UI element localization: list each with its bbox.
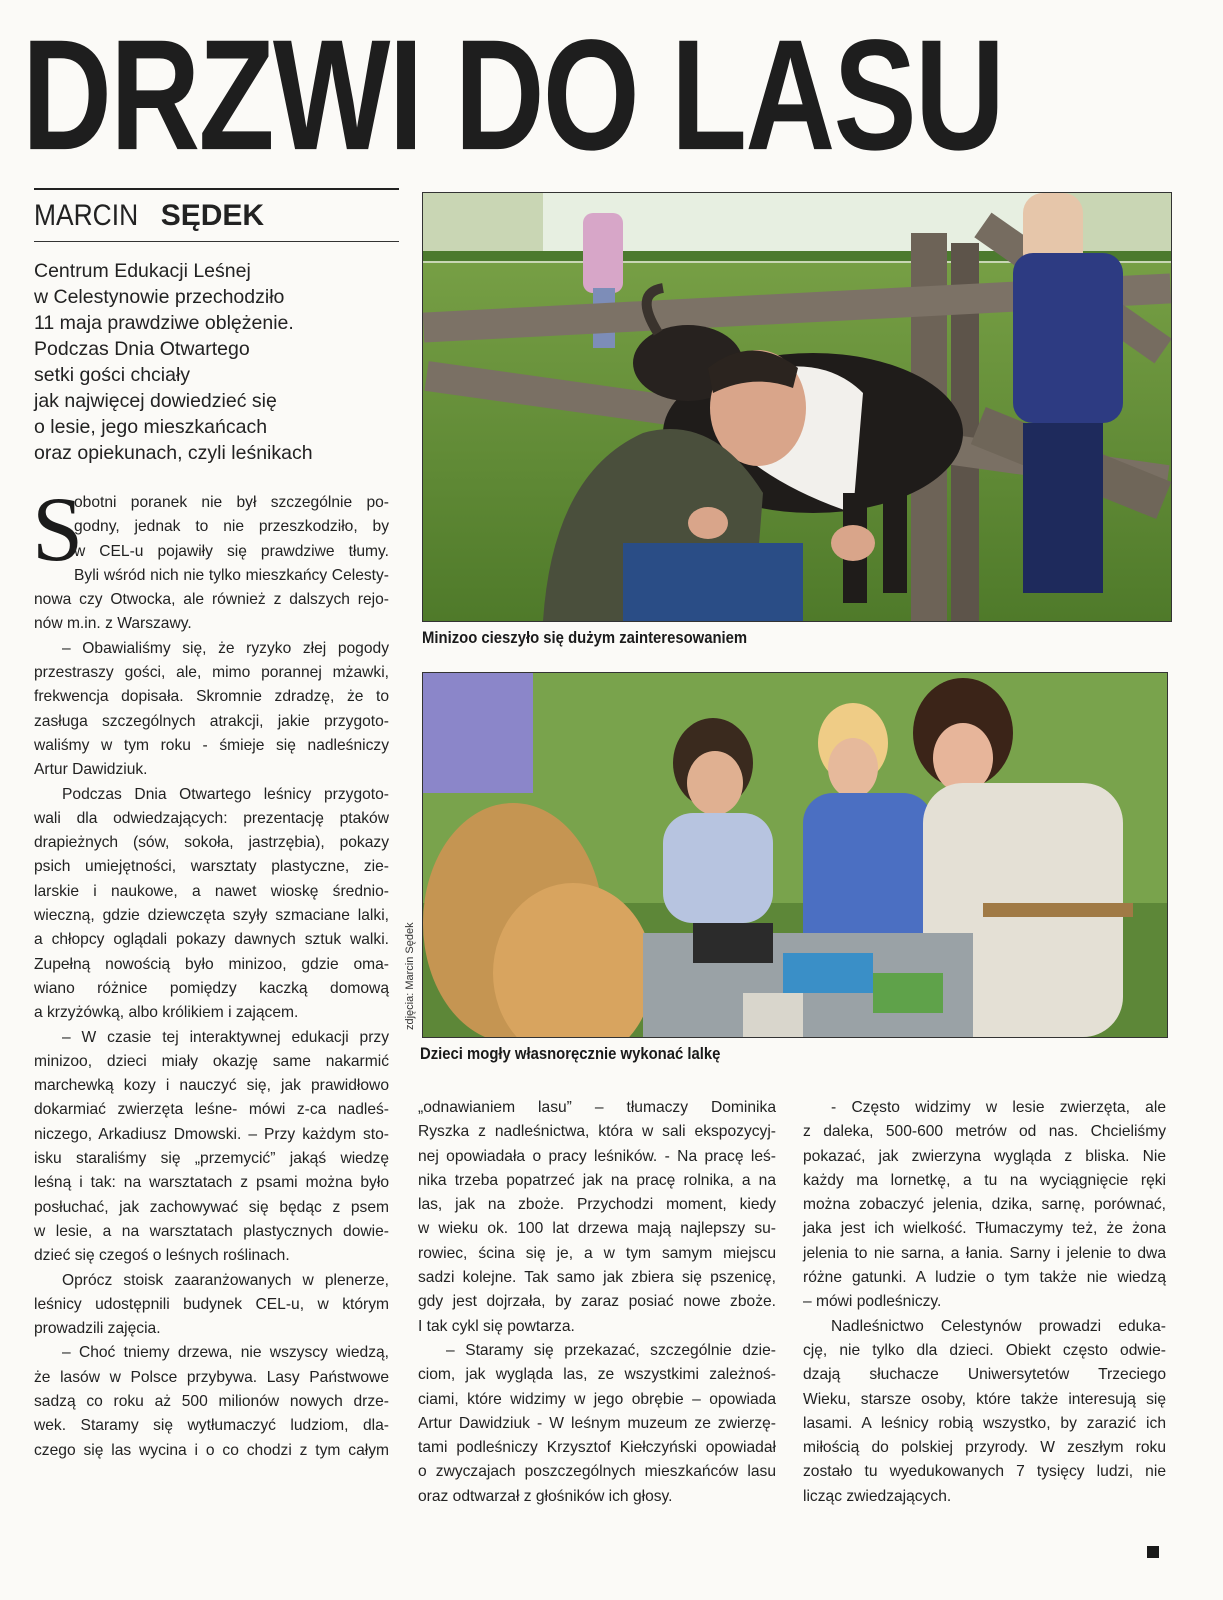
photo-minizoo-image: [423, 193, 1171, 621]
article-line: każdy ma lornetkę, a tu na wyciągnięcie ręki: [803, 1171, 1166, 1189]
photo-minizoo: [422, 192, 1172, 622]
article-line: nika trzeba popatrzeć jak na pracę rolnika, a na: [418, 1171, 776, 1189]
article-line: rowiec, ścina się je, a w tym samym miejscu: [418, 1244, 776, 1262]
article-line: frekwencja dopisała. Skromnie zdradzę, że to: [34, 688, 389, 706]
article-line: Artur Dawidziuk - W leśnym muzeum ze zwierzę-: [418, 1414, 776, 1432]
article-line: minizoo, dzieci miały okazję same nakarmić: [34, 1052, 389, 1070]
article-line: sadzi kolejne. Tak samo jak zbiera się pszenicę,: [418, 1269, 776, 1287]
byline-first-name: MARCIN: [34, 199, 139, 232]
article-line: przestraszy gości, ale, mimo porannej mżawki,: [34, 664, 389, 682]
article-line: Wieku, starsze osoby, które także interesują się: [803, 1390, 1166, 1408]
photo-doll-making-image: [423, 673, 1167, 1037]
article-line: z daleka, 500-600 metrów od nas. Chcieliśmy: [803, 1123, 1166, 1141]
article-line: w wieku ok. 100 lat drzewa mają najlepszy su-: [418, 1220, 776, 1238]
photo-credit: zdjęcia: Marcin Sędek: [404, 922, 416, 1030]
lead-line: o lesie, jego mieszkańcach: [34, 416, 268, 438]
article-line: leśną i tak: na warsztatach z psami można było: [34, 1174, 389, 1192]
article-line: nej opowiadała o pracy leśników. - Na pracę leś-: [418, 1147, 776, 1165]
lead-line: jak najwięcej dowiedzieć się: [34, 390, 277, 412]
article-line: o zwyczajach poszczególnych mieszkańców lasu: [418, 1463, 776, 1481]
article-line: w CEL-u pojawiły się prawdziwe tłumy.: [74, 542, 389, 560]
article-line: nowa czy Otwocka, ale również z dalszych rejo-: [34, 591, 389, 609]
byline-last-name: SĘDEK: [160, 199, 265, 232]
lead-line: 11 maja prawdziwe oblężenie.: [34, 312, 294, 334]
byline-rule-bottom: [34, 241, 399, 242]
article-line: dokarmiać zwierzęta leśne- mówi z-ca nadleś-: [34, 1101, 389, 1119]
end-of-article-mark: [1147, 1546, 1159, 1558]
article-line: Byli wśród nich nie tylko mieszkańcy Celesty-: [74, 566, 389, 584]
article-column-3: [803, 1096, 1166, 1509]
article-line: dzieć się czegoś o leśnych roślinach.: [34, 1247, 290, 1265]
article-line: Nadleśnictwo Celestynów prowadzi eduka-: [831, 1317, 1166, 1335]
lead-line: Centrum Edukacji Leśnej: [34, 260, 251, 282]
article-line: ciom, jak wygląda las, ze wszystkimi zależnoś-: [418, 1366, 776, 1384]
article-line: – Choć tniemy drzewa, nie wszyscy wiedzą,: [62, 1344, 389, 1362]
lead-line: w Celestynowie przechodziło: [34, 286, 285, 308]
lead-paragraph: [34, 258, 394, 466]
article-line: sadzą co roku aż 500 milionów nowych drze-: [34, 1392, 389, 1410]
article-line: wiano różnice pomiędzy kaczką domową: [34, 979, 389, 997]
article-line: zostało tu wyedukowanych 7 tysięcy ludzi, nie: [803, 1463, 1166, 1481]
article-line: można zobaczyć jelenia, dzika, sarnę, porównać,: [803, 1196, 1166, 1214]
article-line: - Często widzimy w lesie zwierzęta, ale: [831, 1099, 1166, 1116]
article-line: miłością do polskiej przyrody. W zeszłym roku: [803, 1439, 1166, 1457]
article-line: różne gatunki. A ludzie o tym także nie wiedzą: [803, 1269, 1166, 1287]
article-line: larskie i naukowe, a nawet wioskę średnio-: [34, 882, 389, 900]
article-line: waliśmy w tym roku - śmieje się nadleśniczy: [34, 736, 389, 754]
article-line: pokazać, jak zwierzyna wygląda z bliska. Nie: [803, 1147, 1166, 1165]
article-line: nów m.in. z Warszawy.: [34, 615, 192, 633]
article-line: a chłopcy oglądali pokazy dawnych sztuk walki.: [34, 931, 389, 949]
lead-line: Podczas Dnia Otwartego: [34, 338, 250, 360]
byline: [34, 194, 264, 238]
article-line: zasługa szczególnych atrakcji, jakie przygoto-: [34, 712, 389, 730]
byline-rule-top: [34, 188, 399, 190]
article-line: – Obawialiśmy się, że ryzyko złej pogody: [62, 639, 389, 657]
article-line: czego się las wycina i o co chodzi z tym całym: [34, 1441, 389, 1459]
article-line: że lasów w Polsce przybywa. Lasy Państwowe: [34, 1368, 389, 1386]
headline: DRZWI DO LASU: [22, 6, 1004, 183]
article-line: Artur Dawidziuk.: [34, 761, 148, 779]
article-line: jaka jest ich wielkość. Tłumaczymy też, że żona: [803, 1220, 1166, 1238]
article-line: jelenia to nie sarna, a łania. Sarny i jelenie to dwa: [803, 1244, 1166, 1262]
article-line: tami podleśniczy Krzysztof Kiełczyński opowiadał: [418, 1439, 776, 1457]
article-line: prowadzili zajęcia.: [34, 1320, 161, 1338]
article-line: oraz odtwarzał z głośników ich głosy.: [418, 1487, 673, 1505]
lead-line: oraz opiekunach, czyli leśnikach: [34, 442, 313, 464]
article-line: w lesie, a na warsztatach plastycznych dowie-: [34, 1222, 389, 1240]
article-line: lasami. A leśnicy robią wszystko, by zarazić ich: [803, 1414, 1166, 1432]
article-line: – Staramy się przekazać, szczególnie dzie-: [446, 1341, 776, 1359]
photo-doll-making: [422, 672, 1168, 1038]
drop-cap: S: [32, 478, 84, 580]
article-line: ciami, które widzimy w jego obrębie – opowiada: [418, 1390, 776, 1408]
article-line: – mówi podleśniczy.: [803, 1293, 942, 1311]
article-line: licząc zwiedzających.: [803, 1487, 952, 1505]
article-line: „odnawianiem lasu” – tłumaczy Dominika: [418, 1099, 776, 1116]
article-line: gdy jest dojrzała, by zaraz posiać nowe zboże.: [418, 1293, 776, 1311]
article-line: isku staraliśmy się „przemycić” jakąś wiedzę: [34, 1150, 389, 1168]
article-line: Podczas Dnia Otwartego leśnicy przygoto-: [62, 785, 389, 803]
article-line: Oprócz stoisk zaaranżowanych w plenerze,: [62, 1271, 389, 1289]
caption-photo-2: Dzieci mogły własnoręcznie wykonać lalkę: [420, 1045, 721, 1063]
article-line: cję, nie tylko dla dzieci. Obiekt często odwie-: [803, 1341, 1166, 1359]
article-column-1: [32, 478, 389, 1463]
article-line: drapieżnych (sów, sokoła, jastrzębia), pokazy: [34, 834, 389, 852]
article-line: wek. Staramy się wytłumaczyć ludziom, dla-: [34, 1417, 389, 1435]
article-line: obotni poranek nie był szczególnie po-: [74, 494, 389, 511]
caption-photo-1: Minizoo cieszyło się dużym zainteresowaniem: [422, 629, 748, 647]
article-line: wali dla odwiedzających: prezentację ptaków: [34, 809, 389, 827]
article-line: niczego, Arkadiusz Dmowski. – Przy każdym sto-: [34, 1125, 389, 1143]
article-line: I tak cykl się powtarza.: [418, 1317, 575, 1335]
article-line: wieczną, gdzie dziewczęta szyły szmaciane lalki,: [34, 907, 389, 925]
article-line: Ryszka z nadleśnictwa, która w sali ekspozycyj-: [418, 1123, 776, 1141]
article-line: leśnicy udostępnili budynek CEL-u, w którym: [34, 1295, 389, 1313]
article-line: Zupełną nowością było minizoo, gdzie oma-: [34, 955, 389, 973]
article-line: dzają słuchacze Uniwersytetów Trzeciego: [803, 1366, 1166, 1384]
article-line: posłuchać, jak zachowywać się będąc z psem: [34, 1198, 389, 1216]
lead-line: setki gości chciały: [34, 364, 191, 386]
article-line: las, jak na zboże. Przychodzi moment, kiedy: [418, 1196, 776, 1214]
article-line: godny, jednak to nie przeszkodziło, by: [74, 518, 389, 536]
article-line: psich umiejętności, warsztaty plastyczne, zie-: [34, 858, 389, 876]
article-line: a krzyżówką, albo królikiem i zającem.: [34, 1004, 299, 1022]
article-line: – W czasie tej interaktywnej edukacji przy: [62, 1028, 389, 1046]
article-column-2: [418, 1096, 776, 1509]
article-line: marchewką kozy i nauczyć się, jak prawidłowo: [34, 1077, 389, 1095]
